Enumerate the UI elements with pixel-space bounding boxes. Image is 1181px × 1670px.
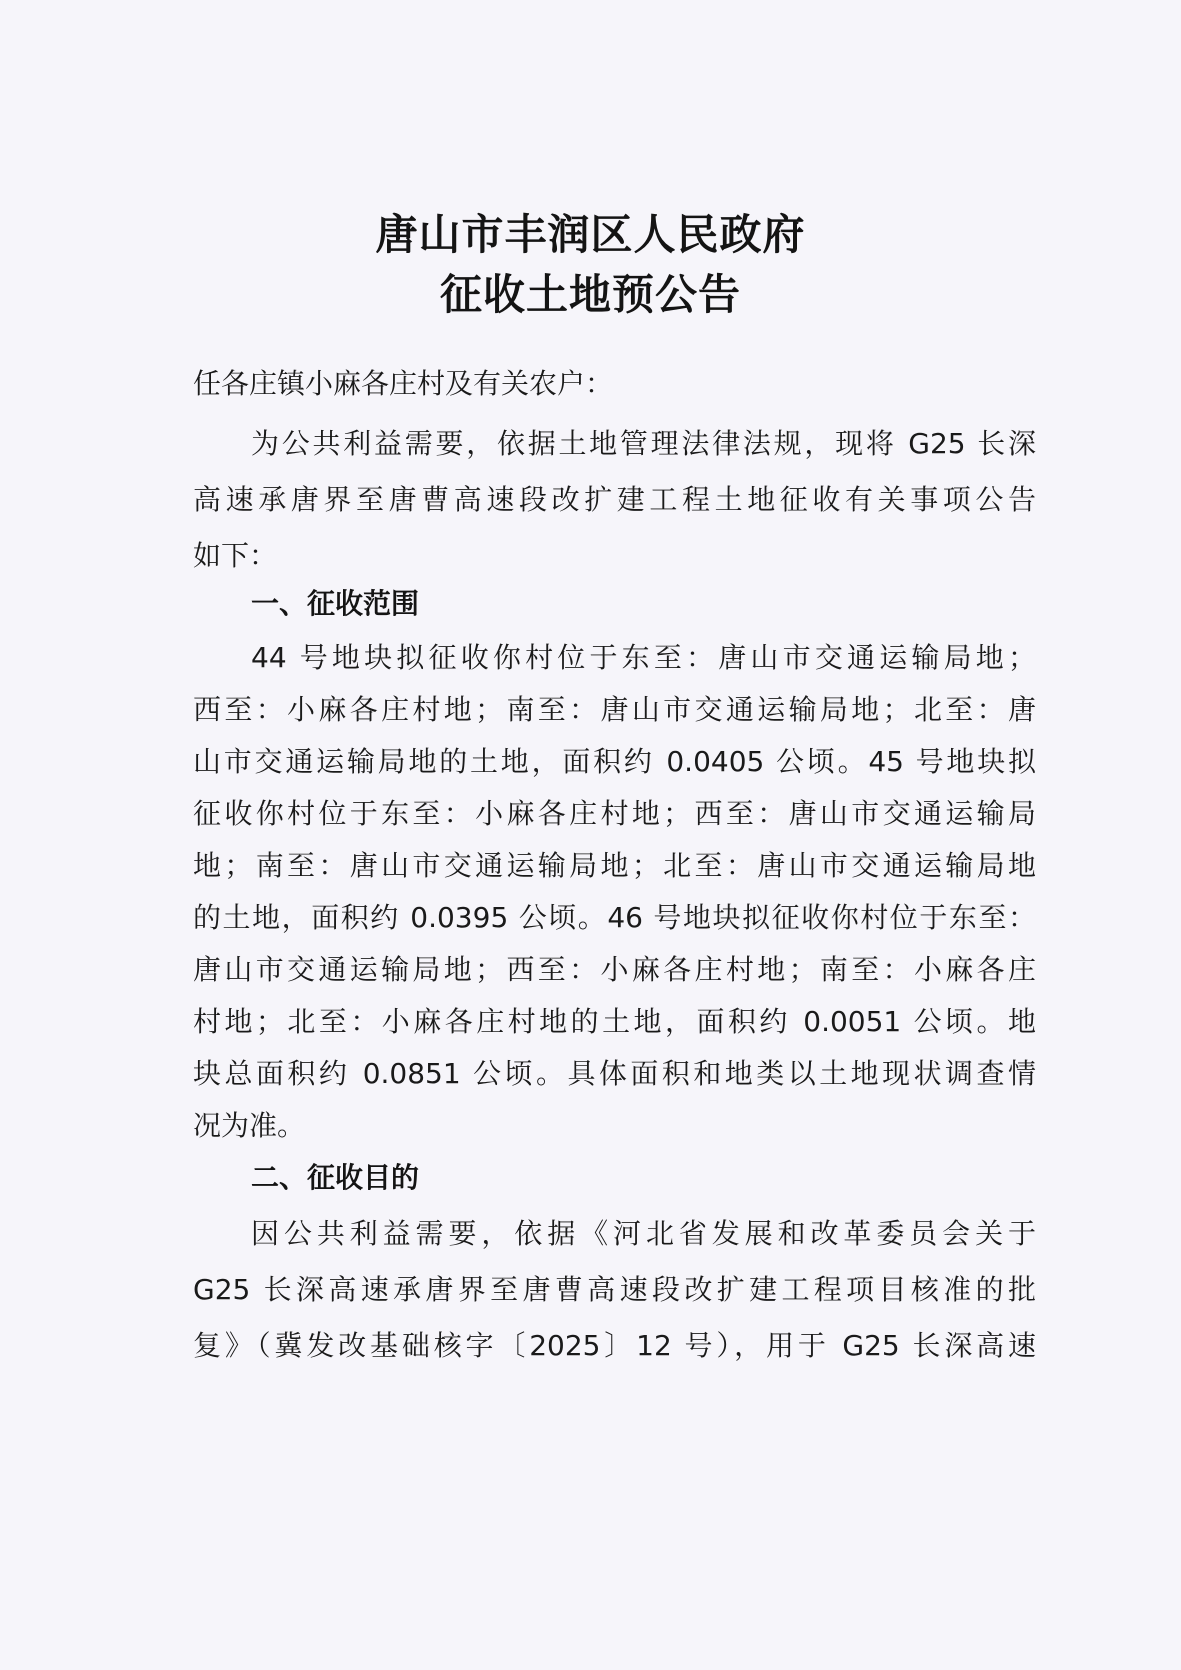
section1-line-6: 的土地，面积约 0.0395 公顷。46 号地块拟征收你村位于东至： — [193, 901, 1036, 934]
section1-heading: 一、征收范围 — [251, 587, 420, 620]
section1-line-9: 块总面积约 0.0851 公顷。具体面积和地类以土地现状调查情 — [193, 1057, 1036, 1090]
section1-line-4: 征收你村位于东至：小麻各庄村地；西至：唐山市交通运输局 — [193, 797, 1036, 830]
document-title-line1: 唐山市丰润区人民政府 — [375, 210, 806, 259]
section1-line-3: 山市交通运输局地的土地，面积约 0.0405 公顷。45 号地块拟 — [193, 745, 1036, 778]
document-title-line2: 征收土地预公告 — [439, 270, 741, 319]
intro-line-3: 如下： — [193, 539, 278, 572]
intro-line-1: 为公共利益需要，依据土地管理法律法规，现将 G25 长深 — [251, 427, 1036, 460]
section1-line-8: 村地；北至：小麻各庄村地的土地，面积约 0.0051 公顷。地 — [193, 1005, 1036, 1038]
section2-line-2: G25 长深高速承唐界至唐曹高速段改扩建工程项目核准的批 — [193, 1273, 1036, 1306]
section1-line-7: 唐山市交通运输局地；西至：小麻各庄村地；南至：小麻各庄 — [193, 953, 1036, 986]
section2-line-1: 因公共利益需要，依据《河北省发展和改革委员会关于 — [251, 1217, 1036, 1250]
section1-line-1: 44 号地块拟征收你村位于东至：唐山市交通运输局地； — [251, 641, 1036, 674]
section1-line-5: 地；南至：唐山市交通运输局地；北至：唐山市交通运输局地 — [193, 849, 1036, 882]
intro-line-2: 高速承唐界至唐曹高速段改扩建工程土地征收有关事项公告 — [193, 483, 1036, 516]
section2-heading: 二、征收目的 — [251, 1161, 420, 1194]
section1-line-2: 西至：小麻各庄村地；南至：唐山市交通运输局地；北至：唐 — [193, 693, 1036, 726]
salutation: 任各庄镇小麻各庄村及有关农户： — [193, 367, 614, 400]
section2-line-3: 复》（冀发改基础核字〔2025〕12 号），用于 G25 长深高速 — [193, 1329, 1036, 1362]
section1-line-10: 况为准。 — [193, 1109, 306, 1142]
